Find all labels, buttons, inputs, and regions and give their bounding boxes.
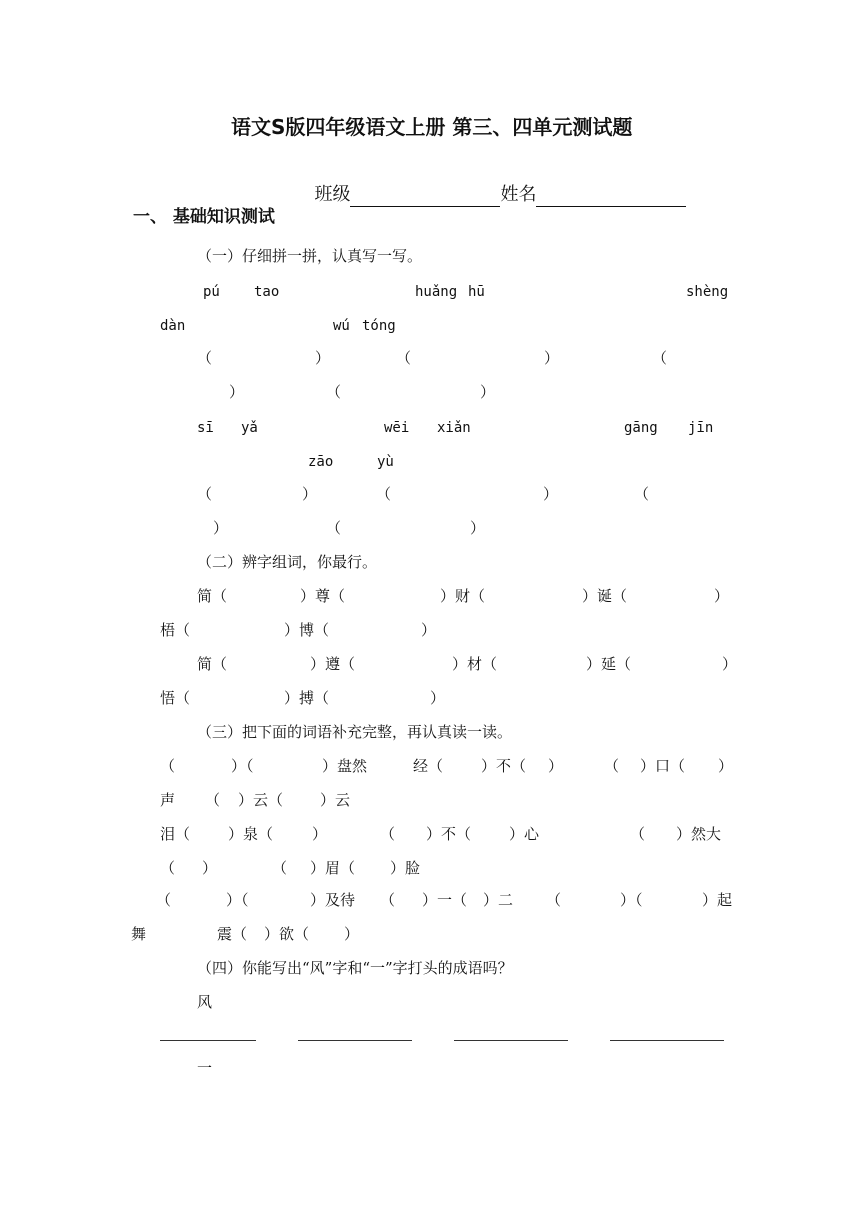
word-pair-item[interactable]: ）尊（ bbox=[300, 587, 346, 605]
pinyin-hu: hū bbox=[468, 284, 485, 300]
idiom-item: ）起 bbox=[702, 891, 733, 909]
word-pair-item[interactable]: 简（ bbox=[197, 655, 228, 673]
idiom-item: ）脸 bbox=[390, 859, 421, 877]
idiom-item[interactable]: （ bbox=[546, 891, 562, 909]
word-pair-item[interactable]: ）财（ bbox=[440, 587, 486, 605]
idiom-item[interactable]: （ bbox=[160, 757, 176, 775]
name-label: 姓名 bbox=[500, 184, 537, 205]
answer-paren[interactable]: （ bbox=[634, 485, 650, 503]
answer-paren[interactable]: （ bbox=[326, 383, 342, 401]
idiom-item: 声 bbox=[160, 791, 176, 809]
answer-paren[interactable]: （ bbox=[326, 519, 342, 537]
answer-paren[interactable]: （ bbox=[197, 349, 213, 367]
idiom-item: ）盘然 bbox=[322, 757, 368, 775]
idiom-item[interactable]: （ bbox=[156, 891, 172, 909]
idiom-item[interactable]: ）欲（ bbox=[264, 925, 310, 943]
idiom-item[interactable]: （ bbox=[205, 791, 221, 809]
answer-paren: ） bbox=[315, 349, 331, 367]
word-pair-item[interactable]: 悟（ bbox=[160, 689, 191, 707]
pinyin-zao: zāo bbox=[308, 454, 334, 470]
answer-paren: ） bbox=[470, 519, 486, 537]
idiom-item[interactable]: ）不（ bbox=[481, 757, 527, 775]
idiom-item: ）云 bbox=[320, 791, 351, 809]
part4-instruction: （四）你能写出“风”字和“一”字打头的成语吗？ bbox=[197, 959, 513, 977]
word-pair-item[interactable]: ）延（ bbox=[586, 655, 632, 673]
idiom-item[interactable]: 经（ bbox=[413, 757, 444, 775]
idiom-item[interactable]: ）眉（ bbox=[310, 859, 356, 877]
pinyin-tong: tóng bbox=[362, 318, 396, 334]
idiom-item: ） bbox=[344, 925, 360, 943]
idiom-item[interactable]: 泪（ bbox=[160, 825, 191, 843]
idiom-item[interactable]: （ bbox=[160, 859, 176, 877]
word-pair-item: ） bbox=[722, 655, 738, 673]
idiom-item: 舞 bbox=[131, 925, 147, 943]
pinyin-sheng: shèng bbox=[686, 284, 729, 300]
pinyin-xian: xiǎn bbox=[437, 420, 471, 436]
answer-paren: ） bbox=[213, 519, 229, 537]
answer-paren[interactable]: （ bbox=[197, 485, 213, 503]
pinyin-tao: tao bbox=[254, 284, 280, 300]
feng-label: 风 bbox=[197, 993, 213, 1011]
pinyin-huang: huǎng bbox=[415, 284, 458, 300]
idiom-item: ） bbox=[718, 757, 734, 775]
idiom-item[interactable]: ）（ bbox=[231, 757, 254, 775]
pinyin-pu: pú bbox=[203, 284, 220, 300]
yi-label: 一 bbox=[197, 1059, 213, 1077]
idiom-item[interactable]: ）不（ bbox=[426, 825, 472, 843]
word-pair-item[interactable]: ）诞（ bbox=[582, 587, 628, 605]
answer-paren[interactable]: （ bbox=[652, 349, 668, 367]
idiom-item[interactable]: （ bbox=[604, 757, 620, 775]
section-heading: 一、 基础知识测试 bbox=[133, 207, 275, 227]
answer-paren: ） bbox=[544, 349, 560, 367]
word-pair-item[interactable]: ）博（ bbox=[284, 621, 330, 639]
pinyin-yu: yù bbox=[377, 454, 394, 470]
idiom-item: ）然大 bbox=[676, 825, 722, 843]
pinyin-wu: wú bbox=[333, 318, 350, 334]
idiom-item[interactable]: 震（ bbox=[217, 925, 248, 943]
idiom-item: ）及待 bbox=[310, 891, 356, 909]
answer-line[interactable] bbox=[610, 1040, 724, 1041]
class-name-line bbox=[303, 159, 686, 207]
name-field[interactable] bbox=[536, 188, 686, 207]
answer-paren: ） bbox=[480, 383, 496, 401]
part1-instruction: （一）仔细拼一拼，认真写一写。 bbox=[197, 247, 423, 265]
idiom-item[interactable]: ）一（ bbox=[422, 891, 468, 909]
answer-line[interactable] bbox=[298, 1040, 412, 1041]
answer-paren: ） bbox=[229, 383, 245, 401]
pinyin-jin: jīn bbox=[688, 420, 714, 436]
idiom-item[interactable]: （ bbox=[272, 859, 288, 877]
pinyin-wei: wēi bbox=[384, 420, 410, 436]
answer-line[interactable] bbox=[454, 1040, 568, 1041]
word-pair-item: ） bbox=[714, 587, 730, 605]
idiom-item[interactable]: （ bbox=[630, 825, 646, 843]
answer-paren[interactable]: （ bbox=[376, 485, 392, 503]
class-label: 班级 bbox=[314, 184, 351, 205]
answer-paren[interactable]: （ bbox=[396, 349, 412, 367]
idiom-item[interactable]: ）口（ bbox=[640, 757, 686, 775]
word-pair-item[interactable]: ）搏（ bbox=[284, 689, 330, 707]
word-pair-item[interactable]: ）遵（ bbox=[310, 655, 356, 673]
word-pair-item: ） bbox=[430, 689, 446, 707]
idiom-item: ）二 bbox=[483, 891, 514, 909]
class-field[interactable] bbox=[350, 188, 500, 207]
idiom-item[interactable]: （ bbox=[380, 891, 396, 909]
pinyin-gang: gāng bbox=[624, 420, 658, 436]
idiom-item: ）心 bbox=[509, 825, 540, 843]
answer-line[interactable] bbox=[160, 1040, 256, 1041]
part3-instruction: （三）把下面的词语补充完整，再认真读一读。 bbox=[197, 723, 513, 741]
idiom-item[interactable]: （ bbox=[380, 825, 396, 843]
word-pair-item[interactable]: 简（ bbox=[197, 587, 228, 605]
pinyin-si: sī bbox=[197, 420, 214, 436]
idiom-item[interactable]: ）（ bbox=[226, 891, 249, 909]
word-pair-item: ） bbox=[421, 621, 437, 639]
page-title: 语文S版四年级语文上册 第三、四单元测试题 bbox=[231, 115, 633, 139]
part2-instruction: （二）辨字组词，你最行。 bbox=[197, 553, 378, 571]
idiom-item[interactable]: ）泉（ bbox=[228, 825, 274, 843]
idiom-item: ） bbox=[312, 825, 328, 843]
word-pair-item[interactable]: ）材（ bbox=[452, 655, 498, 673]
idiom-item: ） bbox=[202, 859, 218, 877]
idiom-item[interactable]: ）云（ bbox=[238, 791, 284, 809]
answer-paren: ） bbox=[543, 485, 559, 503]
idiom-item[interactable]: ）（ bbox=[620, 891, 643, 909]
pinyin-dan: dàn bbox=[160, 318, 186, 334]
pinyin-ya: yǎ bbox=[241, 420, 258, 436]
answer-paren: ） bbox=[302, 485, 318, 503]
idiom-item: ） bbox=[548, 757, 564, 775]
word-pair-item[interactable]: 梧（ bbox=[160, 621, 191, 639]
